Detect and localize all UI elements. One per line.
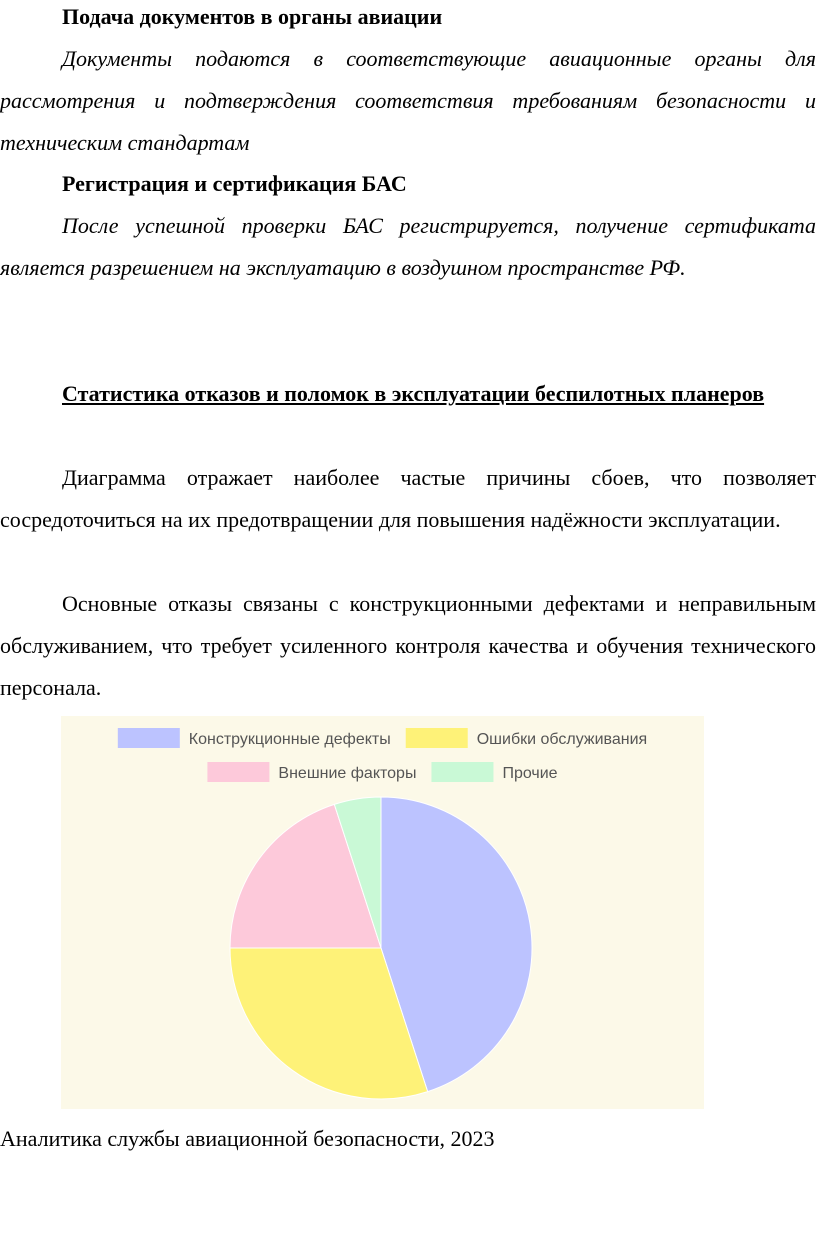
legend-swatch-2 (207, 762, 269, 782)
failure-pie-chart (61, 716, 704, 1109)
legend-label-0: Конструкционные дефекты (188, 731, 391, 748)
legend-label-1: Ошибки обслуживания (476, 731, 648, 748)
legend-swatch-0 (118, 728, 180, 748)
legend-label-2: Внешние факторы (278, 765, 417, 782)
paragraph-submission: Документы подаются в соответствующие авиационные органы для рассмотрения и подтверждения соответствия требованиям безопасности и техническим стандартам (0, 46, 816, 155)
heading-submission: Подача документов в органы авиации (62, 4, 443, 29)
heading-registration: Регистрация и сертификация БАС (62, 171, 407, 196)
legend-swatch-1 (406, 728, 468, 748)
heading-statistics: Статистика отказов и поломок в эксплуатации беспилотных планеров (62, 381, 765, 406)
chart-caption: Аналитика службы авиационной безопасности, 2023 (0, 1126, 495, 1151)
legend-swatch-3 (431, 762, 493, 782)
pie-chart-svg (61, 716, 704, 1109)
paragraph-statistics-2: Основные отказы связаны с конструкционными дефектами и неправильным обслуживанием, что требует усиленного контроля качества и обучения технического персонала. (0, 591, 816, 700)
paragraph-statistics-1: Диаграмма отражает наиболее частые причины сбоев, что позволяет сосредоточиться на их предотвращении для повышения надёжности эксплуатации. (0, 465, 816, 532)
legend-label-3: Прочие (502, 765, 558, 782)
paragraph-registration: После успешной проверки БАС регистрируется, получение сертификата является разрешением на эксплуатацию в воздушном пространстве РФ. (0, 213, 816, 280)
